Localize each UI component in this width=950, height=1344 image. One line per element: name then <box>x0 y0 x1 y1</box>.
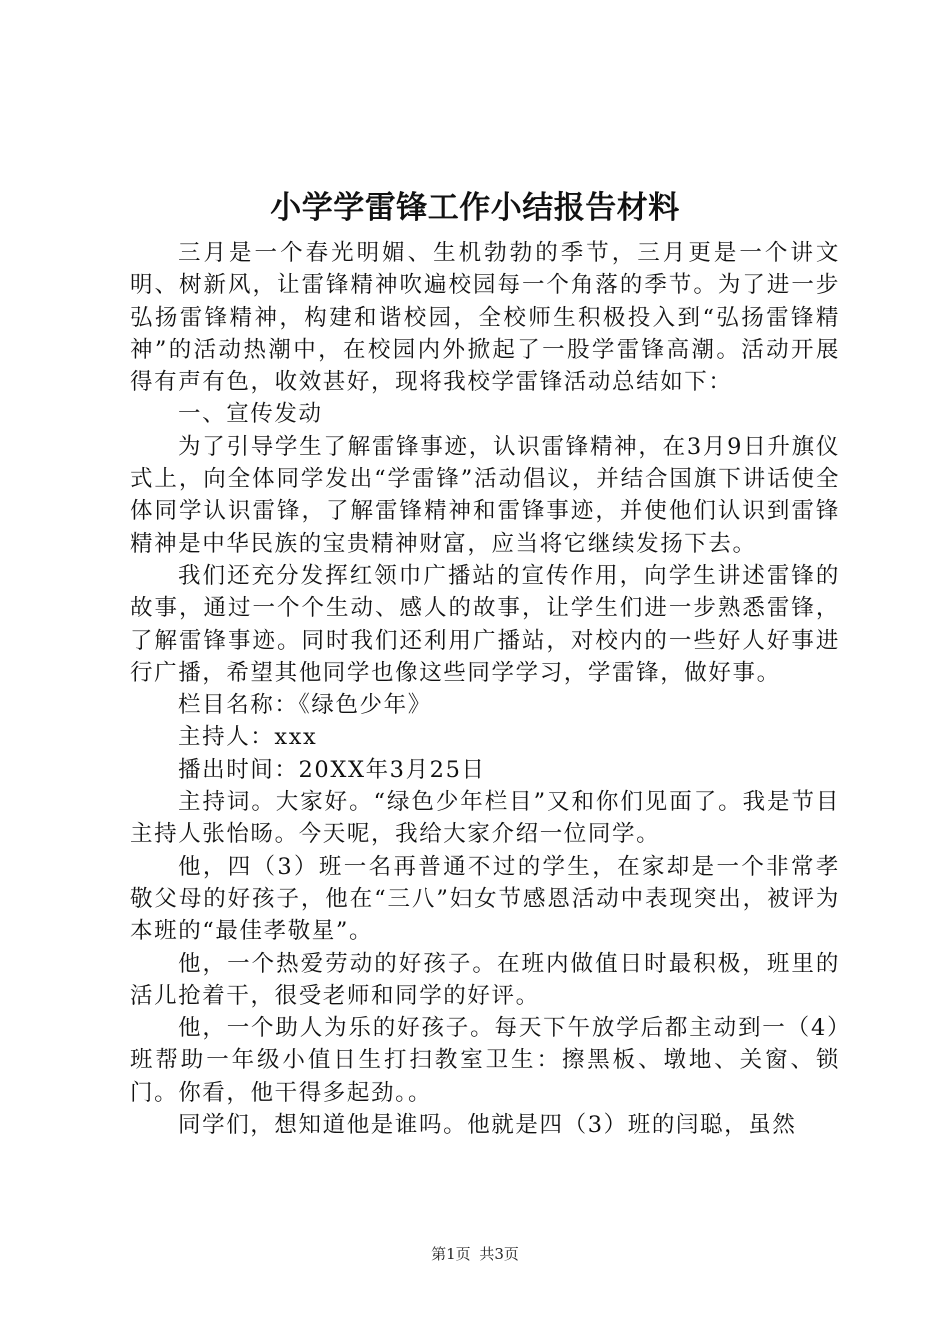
paragraph: 同学们，想知道他是谁吗。他就是四（3）班的闫聪，虽然 <box>178 1112 797 1139</box>
paragraph: 他，四（3）班一名再普通不过的学生，在家却是一个非常孝敬父母的好孩子，他在“三八”妇女节感恩活动中表现突出，被评为本班的“最佳孝敬星”。 <box>130 853 840 945</box>
document-title: 小学学雷锋工作小结报告材料 <box>270 190 680 226</box>
program-airtime: 播出时间：20XX年3月25日 <box>178 756 486 783</box>
section-heading: 一、宣传发动 <box>178 401 323 428</box>
program-host: 主持人：xxx <box>178 724 318 751</box>
paragraph: 他，一个热爱劳动的好孩子。在班内做值日时最积极，班里的活儿抢着干，很受老师和同学的好评。 <box>130 950 840 1009</box>
paragraph: 为了引导学生了解雷锋事迹，认识雷锋精神，在3月9日升旗仪式上，向全体同学发出“学雷锋”活动倡议，并结合国旗下讲话使全体同学认识雷锋，了解雷锋精神和雷锋事迹，并使他们认识到雷锋精神是中华民族的宝贵精神财富，应当将它继续发扬下去。 <box>130 433 840 557</box>
paragraph: 我们还充分发挥红领巾广播站的宣传作用，向学生讲述雷锋的故事，通过一个个生动、感人的故事，让学生们进一步熟悉雷锋，了解雷锋事迹。同时我们还利用广播站，对校内的一些好人好事进行广播，希望其他同学也像这些同学学习，学雷锋，做好事。 <box>130 562 840 686</box>
paragraph: 三月是一个春光明媚、生机勃勃的季节，三月更是一个讲文明、树新风，让雷锋精神吹遍校园每一个角落的季节。为了进一步弘扬雷锋精神，构建和谐校园，全校师生积极投入到“弘扬雷锋精神”的活动热潮中，在校园内外掀起了一股学雷锋高潮。活动开展得有声有色，收效甚好，现将我校学雷锋活动总结如下： <box>130 240 840 396</box>
program-name: 栏目名称：《绿色少年》 <box>178 692 432 719</box>
page-footer <box>0 1244 950 1264</box>
page-number: 第1页 <box>431 1245 471 1263</box>
paragraph: 他，一个助人为乐的好孩子。每天下午放学后都主动到一（4）班帮助一年级小值日生打扫教室卫生：擦黑板、墩地、关窗、锁门。你看，他干得多起劲。。 <box>130 1015 840 1106</box>
paragraph: 主持词。大家好。“绿色少年栏目”又和你们见面了。我是节目主持人张怡旸。今天呢，我给大家介绍一位同学。 <box>130 789 840 848</box>
document-body <box>130 237 840 1141</box>
page-total: 共3页 <box>479 1245 519 1263</box>
